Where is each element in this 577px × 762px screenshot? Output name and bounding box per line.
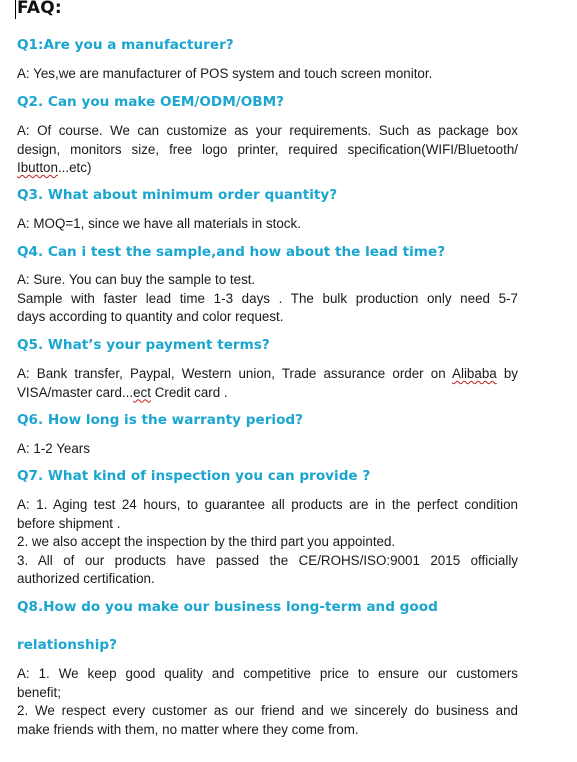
answer-2-line-3-rest: ...etc) [57,160,92,176]
answer-2-line-2: design, monitors size, free logo printer, required specification(WIFI/Bluetooth/ [17,141,518,157]
question-2: Q2. Can you make OEM/ODM/OBM? [17,94,285,110]
question-7: Q7. What kind of inspection you can provide ? [17,468,371,484]
spellcheck-word: ect [133,384,151,400]
answer-6 [17,440,518,459]
answer-1-line: A: Yes,we are manufacturer of POS system and touch screen monitor. [17,66,433,81]
answer-2-line-1: A: Of course. We can customize as your requirements. Such as package box [17,123,518,138]
answer-5-line-1-pre: A: Bank transfer, Paypal, Western union, Trade assurance order on [17,366,453,381]
question-4: Q4. Can i test the sample,and how about the lead time? [17,244,446,260]
answer-8-line-4: make friends with them, no matter where they come from. [17,721,359,737]
answer-5-line-2-post: Credit card . [150,384,228,400]
answer-4-line-2: Sample with faster lead time 1-3 days . The bulk production only need 5-7 [17,290,518,306]
question-8-line-2: relationship? [17,637,117,653]
answer-7-line-4: 3. All of our products have passed the CE/ROHS/ISO:9001 2015 officially [17,552,518,568]
answer-5-line-2-pre: VISA/master card... [17,384,134,400]
question-6: Q6. How long is the warranty period? [17,412,304,428]
text-cursor [15,0,16,19]
answer-5 [17,365,518,402]
question-3: Q3. What about minimum order quantity? [17,187,338,203]
question-8-line-1: Q8.How do you make our business long-term and good [17,599,438,615]
answer-7-line-3: 2. we also accept the inspection by the third part you appointed. [17,534,396,550]
answer-7-line-1: A: 1. Aging test 24 hours, to guarantee all products are in the perfect condition [17,497,518,512]
answer-8-line-2: benefit; [17,684,61,700]
answer-4-line-1: A: Sure. You can buy the sample to test. [17,272,256,287]
spellcheck-word: Ibutton [17,160,58,176]
question-1: Q1:Are you a manufacturer? [17,37,234,53]
answer-3-line: A: MOQ=1, since we have all materials in stock. [17,216,301,231]
spellcheck-word: Alibaba [452,366,497,381]
answer-8-line-1: A: 1. We keep good quality and competitive price to ensure our customers [17,666,518,681]
answer-4 [17,271,518,327]
answer-5-line-1 [17,365,518,384]
faq-title: FAQ: [17,0,62,18]
answer-7 [17,496,518,589]
answer-7-line-5: authorized certification. [17,571,155,587]
answer-5-line-1-post: by [496,366,518,381]
answer-2-line-3 [17,159,518,178]
answer-1 [17,65,518,84]
question-5: Q5. What’s your payment terms? [17,337,270,353]
answer-5-line-2 [17,384,518,403]
answer-8 [17,665,518,739]
answer-6-line: A: 1-2 Years [17,441,90,456]
answer-2 [17,122,518,178]
answer-3 [17,215,518,234]
answer-8-line-3: 2. We respect every customer as our friend and we sincerely do business and [17,703,518,719]
answer-4-line-3: days according to quantity and color request. [17,309,284,325]
answer-7-line-2: before shipment . [17,515,121,531]
